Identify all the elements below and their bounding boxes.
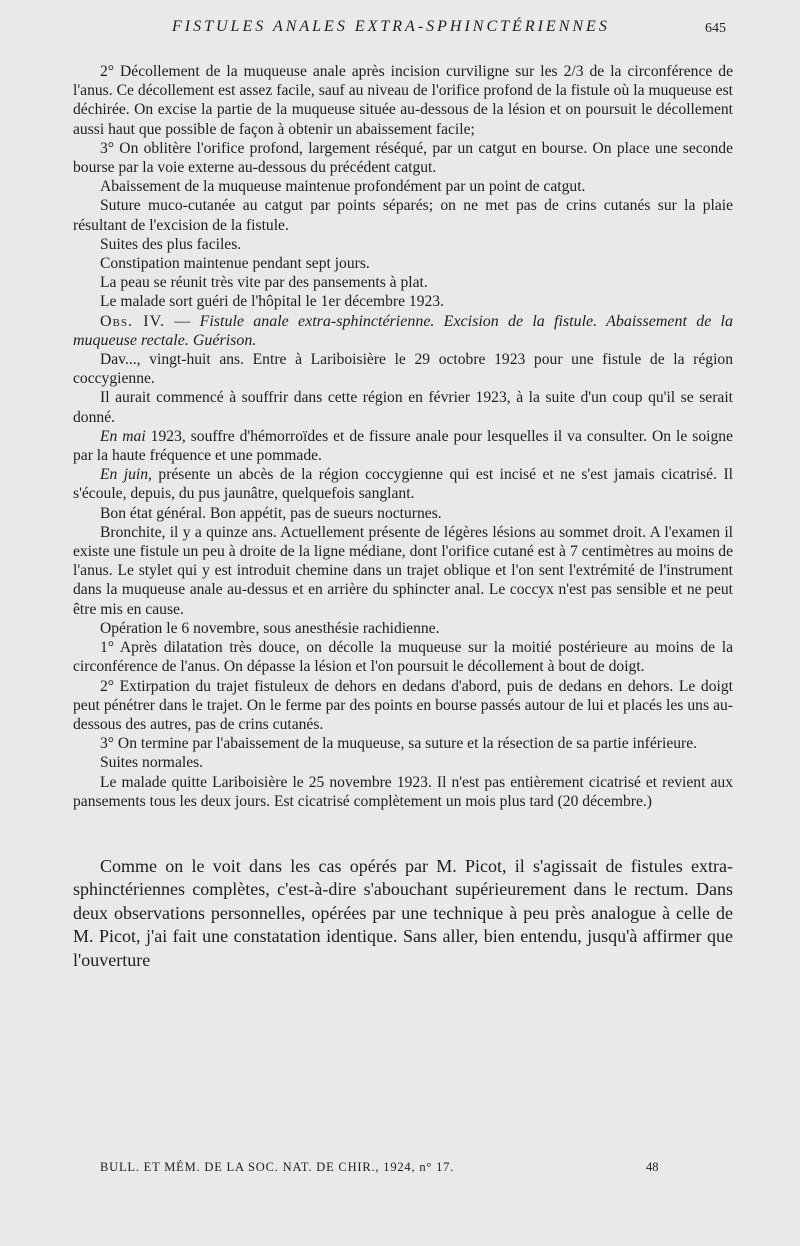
paragraph: Comme on le voit dans les cas opérés par M. Picot, il s'agissait de fistules extra-sphinctériennes complètes, c'est-à-dire s'abouchant supérieurement dans le rectum. Dans deux observations personnelles, opérées par une technique à peu près analogue à celle de M. Picot, j'ai fait une constatation identique. Sans aller, bien entendu, jusqu'à affirmer que l'ouverture bbox=[73, 855, 733, 970]
paragraph: 3° On oblitère l'orifice profond, largement réséqué, par un catgut en bourse. On place une seconde bourse par la voie externe au-dessous du précédent catgut. bbox=[73, 139, 733, 177]
paragraph: Suites normales. bbox=[100, 754, 204, 772]
journal-reference: BULL. ET MÉM. DE LA SOC. NAT. DE CHIR., 1924, n° 17. bbox=[100, 1160, 455, 1174]
paragraph: Le malade sort guéri de l'hôpital le 1er décembre 1923. bbox=[100, 293, 445, 311]
italic-lead: En mai bbox=[100, 427, 146, 445]
paragraph: Constipation maintenue pendant sept jours. bbox=[100, 255, 370, 273]
paragraph: 1° Après dilatation très douce, on décolle la muqueuse sur la moitié postérieure au moins de la circonférence de l'anus. On dépasse la lésion et l'on poursuit le décollement à bout de doigt. bbox=[73, 639, 733, 676]
paragraph-text: présente un abcès de la région coccygienne qui est incisé et ne s'est jamais cicatrisé. Il s'écoule, depuis, du pus jaunâtre, quelquefois sanglant. bbox=[73, 466, 733, 503]
paragraph: Suites des plus faciles. bbox=[100, 235, 242, 253]
paragraph bbox=[73, 465, 733, 503]
paragraph: Bronchite, il y a quinze ans. Actuellement présente de légères lésions au sommet droit. A l'examen il existe une fistule un peu à droite de la ligne médiane, dont l'orifice cutané est à 7 centimètres au moins de l'anus. Le stylet qui y est introduit chemine dans un trajet oblique et l'on sent l'extrémité de l'instrument dans la muqueuse anale au-dessus et en arrière du sphincter anal. Le coccyx n'est pas sensible et ne peut être mis en cause. bbox=[73, 523, 733, 618]
paragraph: Dav..., vingt-huit ans. Entre à Lariboisière le 29 octobre 1923 pour une fistule de la région coccygienne. bbox=[73, 351, 733, 388]
paragraph: Suture muco-cutanée au catgut par points séparés; on ne met pas de crins cutanés sur la plaie résultant de l'excision de la fistule. bbox=[73, 197, 733, 234]
paragraph: 2° Décollement de la muqueuse anale après incision curviligne sur les 2/3 de la circonférence de l'anus. Ce décollement est assez facile, sauf au niveau de l'orifice profond de la fistule où la muqueuse est déchirée. On excise la partie de la muqueuse située au-dessous de la lésion et on poursuit le décollement aussi haut que possible de façon à obtenir un abaissement facile; bbox=[73, 63, 733, 138]
body-text bbox=[73, 62, 733, 972]
paragraph: Le malade quitte Lariboisière le 25 novembre 1923. Il n'est pas entièrement cicatrisé et revient aux pansements tous les deux jours. Est cicatrisé complètement un mois plus tard (20 décembre.) bbox=[73, 773, 733, 810]
italic-lead: En juin, bbox=[100, 466, 152, 484]
paragraph: La peau se réunit très vite par des pansements à plat. bbox=[100, 274, 428, 292]
paragraph bbox=[73, 427, 733, 465]
observation-label: Obs. IV. bbox=[100, 312, 166, 330]
paragraph: 3° On termine par l'abaissement de la muqueuse, sa suture et la résection de sa partie inférieure. bbox=[100, 735, 698, 753]
main-text-continuation bbox=[73, 855, 733, 973]
observation-title: Fistule anale extra-sphinctérienne. Excision de la fistule. Abaissement de la muqueuse rectale. Guérison. bbox=[73, 312, 733, 349]
paragraph: Opération le 6 novembre, sous anesthésie rachidienne. bbox=[100, 619, 440, 637]
paragraph: Bon état général. Bon appétit, pas de sueurs nocturnes. bbox=[100, 504, 442, 522]
paragraph-text: 1923, souffre d'hémorroïdes et de fissure anale pour lesquelles il va consulter. On le soigne par la haute fréquence et une pommade. bbox=[73, 427, 733, 465]
observation-heading bbox=[73, 312, 733, 350]
page-number: 645 bbox=[705, 21, 726, 36]
paragraph: Il aurait commencé à souffrir dans cette région en février 1923, à la suite d'un coup qu'il se serait donné. bbox=[73, 389, 733, 426]
paragraph: 2° Extirpation du trajet fistuleux de dehors en dedans d'abord, puis de dedans en dehors. Le doigt peut pénétrer dans le trajet. On le ferme par des points en bourse passés autour de lui et placés les uns au-dessous des autres, pas de crins cutanés. bbox=[73, 677, 733, 733]
observation-dash: — bbox=[165, 312, 200, 330]
running-title: FISTULES ANALES EXTRA-SPHINCTÉRIENNES bbox=[172, 18, 610, 35]
paragraph: Abaissement de la muqueuse maintenue profondément par un point de catgut. bbox=[100, 178, 586, 196]
signature-number: 48 bbox=[646, 1160, 659, 1174]
